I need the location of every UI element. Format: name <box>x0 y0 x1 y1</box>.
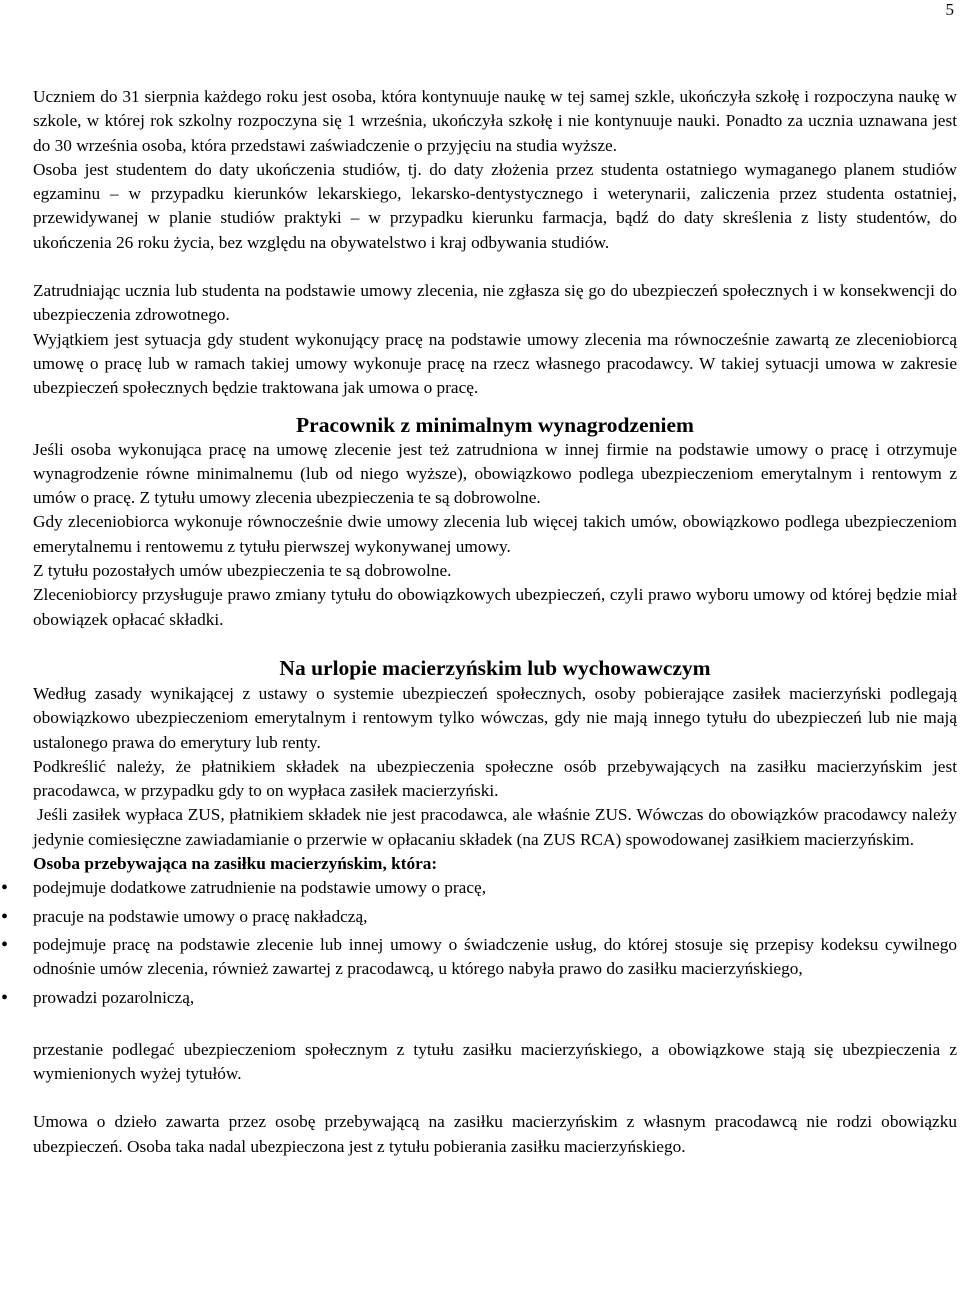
paragraph-exception: Wyjątkiem jest sytuacja gdy student wykonujący pracę na podstawie umowy zlecenia ma równocześnie zawartą ze zleceniobiorcą umowę o pracę lub w ramach takiej umowy wykonuje pracę na rzecz własnego pracodawcy. W takiej sytuacji umowa w zakresie ubezpieczeń społecznych będzie traktowana jak umowa o pracę. <box>33 329 957 398</box>
heading-maternity-leave: Na urlopie macierzyńskim lub wychowawczym <box>279 655 711 680</box>
page-number: 5 <box>945 0 954 19</box>
bullet-list <box>33 876 957 1009</box>
paragraph-minimum-wage-4: Zleceniobiorcy przysługuje prawo zmiany tytułu do obowiązkowych ubezpieczeń, czyli prawo wyboru umowy od której będzie miał obowiązek opłacać składki. <box>33 585 957 629</box>
paragraph-minimum-wage-3: Z tytułu pozostałych umów ubezpieczenia te są dobrowolne. <box>33 561 452 581</box>
paragraph-maternity-1: Według zasady wynikającej z ustawy o systemie ubezpieczeń społecznych, osoby pobierające zasiłek macierzyński podlegają obowiązkowo ubezpieczeniom emerytalnym i rentowym tylko wówczas, gdy nie mają innego tytułu do ubezpieczeń lub nie mają ustalonego prawa do emerytury lub renty. <box>33 683 957 752</box>
paragraph-maternity-4: przestanie podlegać ubezpieczeniom społecznym z tytułu zasiłku macierzyńskiego, a obowiązkowe stają się ubezpieczenia z wymienionych wyżej tytułów. <box>33 1039 957 1084</box>
paragraph-maternity-2: Podkreślić należy, że płatnikiem składek na ubezpieczenia społeczne osób przebywających na zasiłku macierzyńskim jest pracodawca, w przypadku gdy to on wypłaca zasiłek macierzyński. <box>33 756 957 801</box>
paragraph-student-definition: Osoba jest studentem do daty ukończenia studiów, tj. do daty złożenia przez studenta ostatniego wymaganego planem studiów egzaminu – w przypadku kierunków lekarskiego, lekarsko-dentystycznego i weterynarii, zaliczenia przez studenta ostatniej, przewidywanej w planie studiów praktyki – w przypadku kierunku farmacja, bądź do daty skreślenia z listy studentów, do ukończenia 26 roku życia, bez względu na obywatelstwo i kraj odbywania studiów. <box>33 159 957 252</box>
list-item: • podejmuje pracę na podstawie zlecenie lub innej umowy o świadczenie usług, do której stosuje się przepisy kodeksu cywilnego odnośnie umów zlecenia, również zawartej z pracodawcą, u którego nabyła prawo do zasiłku macierzyńskiego, <box>33 933 957 982</box>
paragraph-minimum-wage-1: Jeśli osoba wykonująca pracę na umowę zlecenie jest też zatrudniona w innej firmie na podstawie umowy o pracę i otrzymuje wynagrodzenie równe minimalnemu (lub od niego wyższe), obowiązkowo podlega ubezpieczeniom emerytalnym i rentowym z umów o pracę. Z tytułu umowy zlecenia ubezpieczenia te są dobrowolne. <box>33 439 957 508</box>
list-item: • prowadzi pozarolniczą, <box>33 986 957 1010</box>
heading-minimum-wage: Pracownik z minimalnym wynagrodzeniem <box>296 412 694 437</box>
paragraph-pupil-definition: Uczniem do 31 sierpnia każdego roku jest osoba, która kontynuuje naukę w tej samej szkle, ukończyła szkołę i rozpoczyna naukę w szkole, w której rok szkolny rozpoczyna się 1 września, ukończyła szkołę i nie kontynuuje nauki. Ponadto za ucznia uznawana jest do 30 września osoba, która przedstawi zaświadczenie o przyjęciu na studia wyższe. <box>33 87 957 155</box>
paragraph-maternity-3: Jeśli zasiłek wypłaca ZUS, płatnikiem składek nie jest pracodawca, ale właśnie ZUS. Wówczas do obowiązków pracodawcy należy jedynie comiesięczne zawiadamianie o przerwie w opłacaniu składek (na ZUS RCA) spowodowanej zasiłkiem macierzyńskim. <box>33 805 957 849</box>
list-item: • pracuje na podstawie umowy o pracę nakładczą, <box>33 905 957 929</box>
list-item: • podejmuje dodatkowe zatrudnienie na podstawie umowy o pracę, <box>33 876 957 900</box>
paragraph-maternity-5: Umowa o dzieło zawarta przez osobę przebywającą na zasiłku macierzyńskim z własnym pracodawcą nie rodzi obowiązku ubezpieczeń. Osoba taka nadal ubezpieczona jest z tytułu pobierania zasiłku macierzyńskiego. <box>33 1112 957 1156</box>
document-body <box>33 85 957 1159</box>
paragraph-minimum-wage-2: Gdy zleceniobiorca wykonuje równocześnie dwie umowy zlecenia lub więcej takich umów, obowiązkowo podlega ubezpieczeniom emerytalnemu i rentowemu z tytułu pierwszej wykonywanej umowy. <box>33 512 957 556</box>
paragraph-employing-student: Zatrudniając ucznia lub studenta na podstawie umowy zlecenia, nie zgłasza się go do ubezpieczeń społecznych i w konsekwencji do ubezpieczenia zdrowotnego. <box>33 281 957 325</box>
list-title: Osoba przebywająca na zasiłku macierzyńskim, która: <box>33 854 438 874</box>
